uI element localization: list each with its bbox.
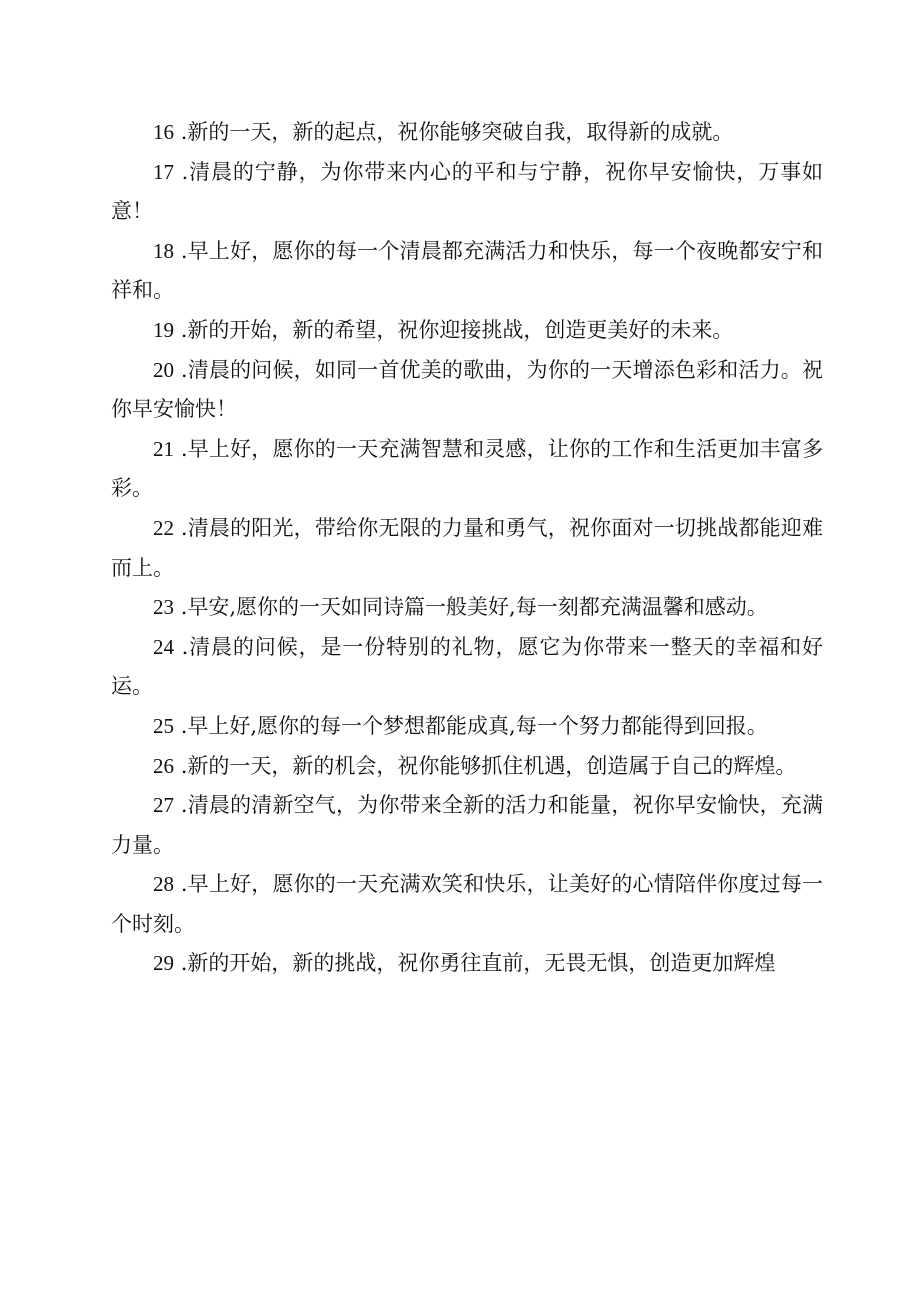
item-number: 20 — [153, 357, 174, 382]
item-text: .新的一天，新的起点，祝你能够突破自我，取得新的成就。 — [180, 120, 734, 144]
list-item — [111, 232, 823, 311]
list-item — [111, 786, 823, 865]
list-item — [111, 944, 823, 984]
list-item — [111, 351, 823, 430]
item-number: 16 — [153, 120, 174, 144]
item-text: .清晨的宁静，为你带来内心的平和与宁静，祝你早安愉快，万事如意！ — [111, 159, 823, 224]
greeting-list — [111, 113, 823, 984]
item-text: .早上好，愿你的每一个清晨都充满活力和快乐，每一个夜晚都安宁和祥和。 — [111, 238, 823, 303]
item-number: 23 — [153, 595, 174, 620]
list-item — [111, 707, 823, 747]
list-item — [111, 509, 823, 588]
list-item — [111, 588, 823, 628]
list-item — [111, 153, 823, 232]
item-text: .清晨的问候，如同一首优美的歌曲，为你的一天增添色彩和活力。祝你早安愉快！ — [111, 357, 823, 422]
list-item — [111, 865, 823, 944]
item-text: .早安,愿你的一天如同诗篇一般美好,每一刻都充满温馨和感动。 — [180, 595, 768, 620]
item-number: 17 — [153, 159, 174, 184]
list-item — [111, 430, 823, 509]
item-text: .新的开始，新的挑战，祝你勇往直前，无畏无惧，创造更加辉煌 — [180, 951, 776, 976]
item-number: 27 — [153, 793, 174, 818]
item-text: .新的一天，新的机会，祝你能够抓住机遇，创造属于自己的辉煌。 — [180, 753, 797, 778]
item-text: .清晨的阳光，带给你无限的力量和勇气，祝你面对一切挑战都能迎难而上。 — [111, 515, 823, 580]
list-item — [111, 311, 823, 351]
item-number: 18 — [153, 238, 174, 263]
item-text: .新的开始，新的希望，祝你迎接挑战，创造更美好的未来。 — [180, 317, 734, 342]
item-text: .早上好，愿你的一天充满欢笑和快乐，让美好的心情陪伴你度过每一个时刻。 — [111, 872, 823, 936]
item-text: .早上好，愿你的一天充满智慧和灵感，让你的工作和生活更加丰富多彩。 — [111, 436, 823, 501]
item-number: 19 — [153, 317, 174, 342]
item-text: .清晨的清新空气，为你带来全新的活力和能量，祝你早安愉快，充满力量。 — [111, 793, 823, 857]
list-item — [111, 747, 823, 787]
item-number: 25 — [153, 713, 174, 738]
item-text: .早上好,愿你的每一个梦想都能成真,每一个努力都能得到回报。 — [180, 713, 768, 738]
list-item — [111, 113, 823, 153]
item-number: 22 — [153, 515, 174, 540]
item-number: 21 — [153, 436, 174, 461]
item-number: 24 — [153, 634, 174, 659]
item-text: .清晨的问候，是一份特别的礼物，愿它为你带来一整天的幸福和好运。 — [111, 634, 823, 699]
list-item — [111, 628, 823, 707]
item-number: 28 — [153, 872, 174, 897]
item-number: 26 — [153, 753, 174, 778]
item-number: 29 — [153, 951, 174, 976]
